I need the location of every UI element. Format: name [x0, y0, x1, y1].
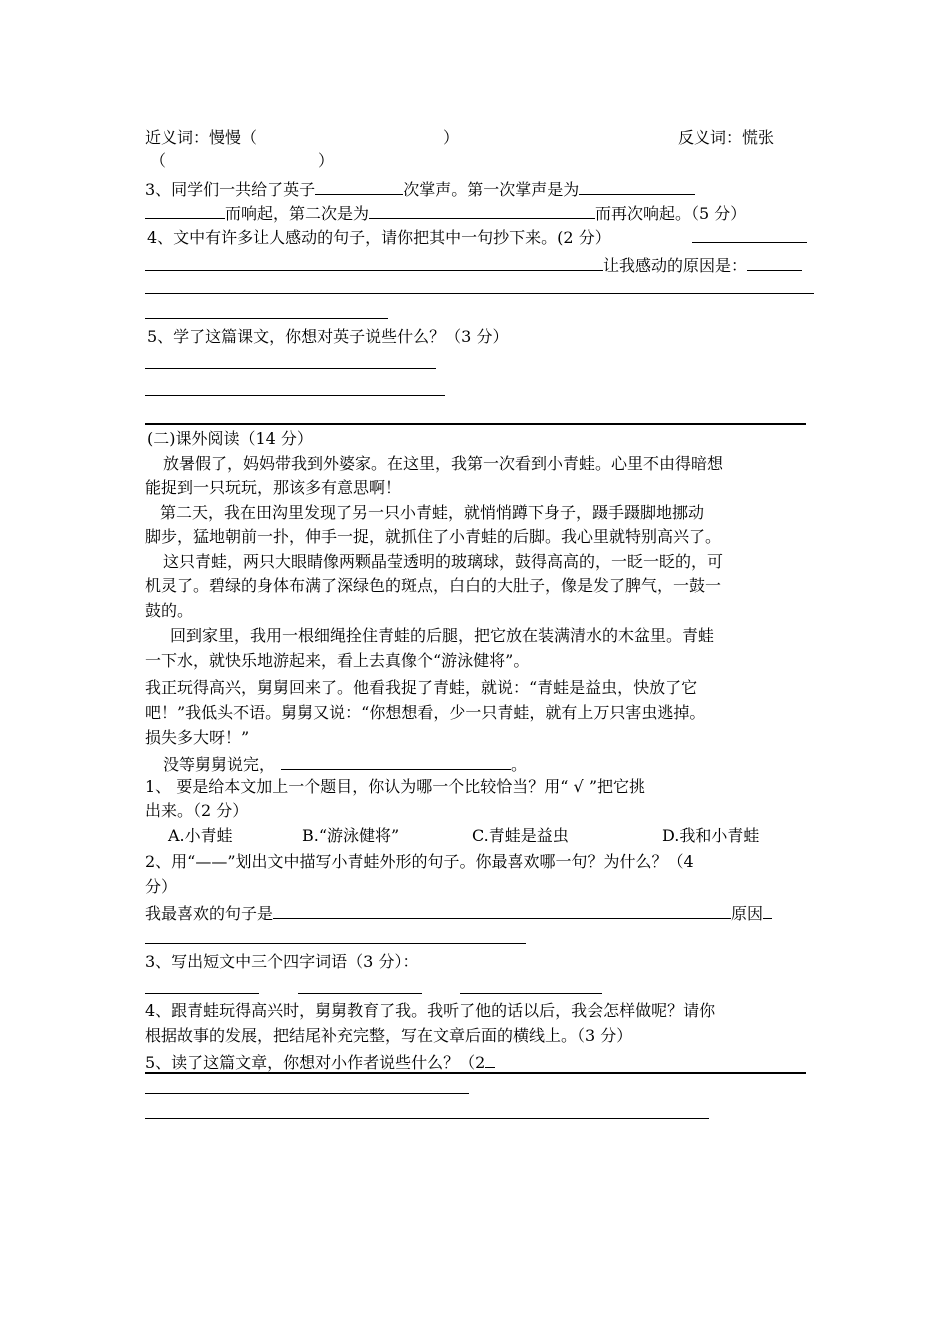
- passage-line: 损失多大呀！”: [145, 728, 250, 747]
- question-1-line1: 1、 要是给本文加上一个题目，你认为哪一个比较恰当？用“ √ ”把它挑: [145, 777, 645, 796]
- question-5-row: [145, 1050, 495, 1072]
- passage-line: 一下水，就快乐地游起来，看上去真像个“游泳健将”。: [145, 651, 530, 670]
- answer-line[interactable]: [145, 318, 388, 319]
- q4-part2: 让我感动的原因是：: [603, 256, 748, 275]
- question-2-answer-row: [145, 901, 772, 923]
- question-1-line2: 出来。（2 分）: [145, 801, 249, 820]
- passage-line: 能捉到一只玩玩，那该多有意思啊！: [145, 478, 402, 497]
- passage-line: 这只青蛙，两只大眼睛像两颗晶莹透明的玻璃球，鼓得高高的，一眨一眨的，可: [163, 552, 724, 571]
- option-d[interactable]: D.我和小青蛙: [662, 826, 760, 845]
- question-3: 3、写出短文中三个四字词语（3 分）：: [145, 952, 419, 971]
- passage-line: 回到家里，我用一根细绳拴住青蛙的后腿，把它放在装满清水的木盆里。青蛙: [170, 626, 715, 645]
- passage-line: 放暑假了，妈妈带我到外婆家。在这里，我第一次看到小青蛙。心里不由得暗想: [163, 454, 724, 473]
- passage-line: 第二天，我在田沟里发现了另一只小青蛙，就悄悄蹲下身子，蹑手蹑脚地挪动: [160, 503, 705, 522]
- section-title: (二)课外阅读（14 分）: [147, 429, 313, 448]
- favorite-sentence-blank[interactable]: [273, 901, 731, 919]
- answer-line[interactable]: [145, 1118, 709, 1119]
- ending-blank[interactable]: [281, 752, 511, 770]
- q3-part2: 次掌声。第一次掌声是为: [403, 180, 580, 199]
- q3-part4: 而再次响起。（5 分）: [595, 204, 747, 223]
- q3-line1: [145, 177, 695, 199]
- q5-text: 5、学了这篇课文，你想对英子说些什么？（3 分）: [147, 327, 509, 346]
- q3-blank-count[interactable]: [315, 177, 403, 195]
- answer-line[interactable]: [145, 943, 526, 944]
- reason-label: 原因: [731, 904, 764, 923]
- question-4-line2: 根据故事的发展，把结尾补充完整，写在文章后面的横线上。（3 分）: [145, 1026, 633, 1045]
- passage-ending: [163, 752, 527, 774]
- idiom-blank-3[interactable]: [460, 993, 602, 994]
- q4-blank-sentence[interactable]: [145, 253, 603, 271]
- answer-line[interactable]: [145, 293, 814, 294]
- reason-blank[interactable]: [763, 901, 772, 919]
- passage-line: 吧！”我低头不语。舅舅又说：“你想想看，少一只青蛙，就有上万只害虫逃掉。: [145, 703, 706, 722]
- passage-line: 脚步，猛地朝前一扑，伸手一捉，就抓住了小青蛙的后脚。我心里就特别高兴了。: [145, 527, 722, 546]
- q3-part3: 而响起，第二次是为: [225, 204, 370, 223]
- answer-line[interactable]: [145, 1093, 469, 1094]
- q4-blank-start[interactable]: [692, 225, 807, 243]
- q3-line2: [145, 201, 746, 223]
- answer-line[interactable]: [145, 368, 436, 369]
- option-a[interactable]: A.小青蛙: [168, 826, 233, 845]
- antonym-open: （: [150, 151, 167, 170]
- synonym-label: 近义词：慢慢（: [145, 128, 258, 147]
- favorite-sentence-label: 我最喜欢的句子是: [145, 904, 274, 923]
- q4-line1: 4、文中有许多让人感动的句子，请你把其中一句抄下来。(2 分）: [147, 228, 611, 247]
- question-2-line2: 分）: [145, 877, 178, 896]
- passage-line: 。: [511, 755, 528, 774]
- passage-line: 机灵了。碧绿的身体布满了深绿色的斑点，白白的大肚子，像是发了脾气，一鼓一: [145, 576, 722, 595]
- passage-line: 鼓的。: [145, 601, 194, 620]
- question-2-line1: 2、用“——”划出文中描写小青蛙外形的句子。你最喜欢哪一句？为什么？（4: [145, 852, 694, 871]
- passage-line: 没等舅舅说完，: [163, 755, 276, 774]
- section-divider: [145, 423, 806, 425]
- answer-line[interactable]: [145, 1072, 806, 1074]
- q3-blank-first[interactable]: [579, 177, 695, 195]
- q3-part1: 3、同学们一共给了英子: [145, 180, 316, 199]
- question-5-blank[interactable]: [485, 1050, 495, 1068]
- passage-line: 我正玩得高兴，舅舅回来了。他看我捉了青蛙，就说：“青蛙是益虫，快放了它: [145, 678, 698, 697]
- q4-blank-reason[interactable]: [747, 253, 802, 271]
- question-5: 5、读了这篇文章，你想对小作者说些什么？（2: [145, 1053, 486, 1072]
- q3-blank-first-cont[interactable]: [145, 201, 225, 219]
- idiom-blank-1[interactable]: [145, 993, 259, 994]
- antonym-label: 反义词：慌张: [678, 128, 775, 147]
- option-c[interactable]: C.青蛙是益虫: [472, 826, 569, 845]
- q3-blank-second[interactable]: [369, 201, 595, 219]
- option-b[interactable]: B.“游泳健将”: [302, 826, 400, 845]
- synonym-close: ）: [443, 128, 460, 147]
- answer-line[interactable]: [145, 395, 445, 396]
- question-4-line1: 4、跟青蛙玩得高兴时，舅舅教育了我。我听了他的话以后，我会怎样做呢？请你: [145, 1001, 716, 1020]
- idiom-blank-2[interactable]: [298, 993, 422, 994]
- antonym-close: ）: [318, 151, 335, 170]
- q4-line2: [145, 253, 802, 275]
